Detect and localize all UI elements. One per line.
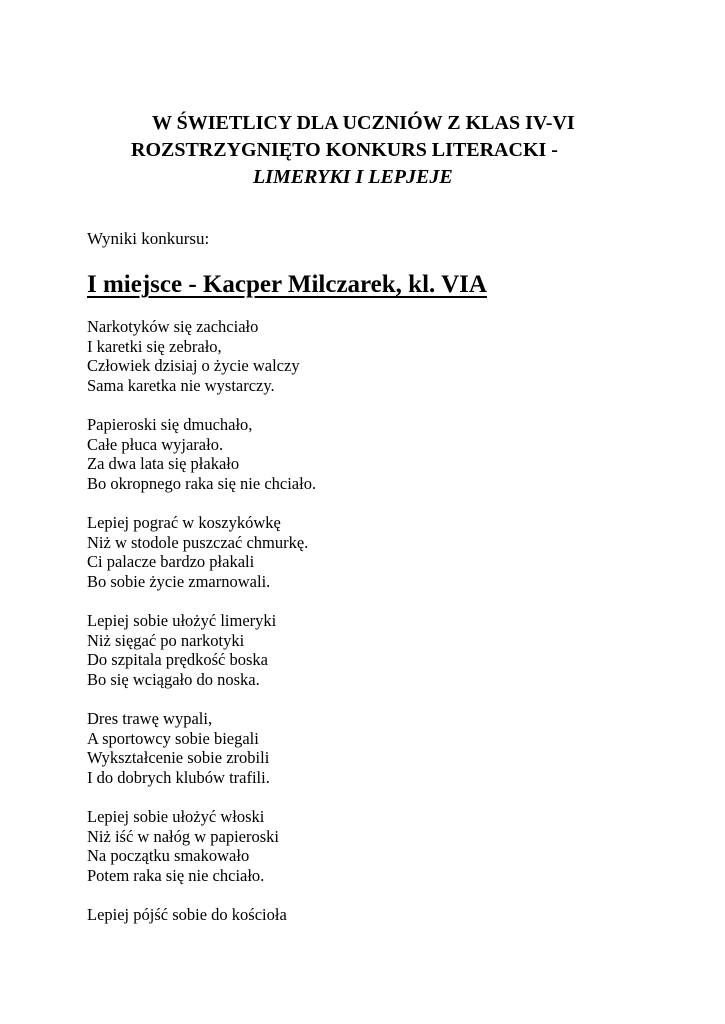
verse-line: Za dwa lata się płakało xyxy=(87,454,240,473)
document-title xyxy=(0,110,725,191)
title-line-1: W ŚWIETLICY DLA UCZNIÓW Z KLAS IV-VI xyxy=(152,112,575,134)
verse-line: Na początku smakowało xyxy=(87,846,250,865)
title-line-2: ROZSTRZYGNIĘTO KONKURS LITERACKI - xyxy=(131,139,558,161)
verse-line: Do szpitala prędkość boska xyxy=(87,650,268,669)
stanza xyxy=(87,513,316,591)
poem xyxy=(87,317,316,945)
verse-line: Lepiej sobie ułożyć włoski xyxy=(87,807,265,826)
verse-line: Bo sobie życie zmarnowali. xyxy=(87,571,271,591)
verse-line: Całe płuca wyjarało. xyxy=(87,434,224,454)
verse-line: Bo okropnego raka się nie chciało. xyxy=(87,473,317,493)
stanza xyxy=(87,807,316,885)
title-line-3: LIMERYKI I LEPJEJE xyxy=(253,166,453,188)
stanza xyxy=(87,611,316,689)
stanza xyxy=(87,905,316,925)
stanza xyxy=(87,415,316,493)
verse-line: I do dobrych klubów trafili. xyxy=(87,767,270,787)
verse-line: Niż w stodole puszczać chmurkę. xyxy=(87,532,309,552)
verse-line: A sportowcy sobie biegali xyxy=(87,728,259,748)
verse-line: Lepiej pójść sobie do kościoła xyxy=(87,905,287,924)
verse-line: Człowiek dzisiaj o życie walczy xyxy=(87,356,300,375)
verse-line: I karetki się zebrało, xyxy=(87,336,222,356)
verse-line: Lepiej sobie ułożyć limeryki xyxy=(87,611,277,630)
verse-line: Niż sięgać po narkotyki xyxy=(87,630,245,650)
verse-line: Narkotyków się zachciało xyxy=(87,317,259,336)
stanza xyxy=(87,317,316,395)
first-place-heading: I miejsce - Kacper Milczarek, kl. VIA xyxy=(87,271,487,298)
verse-line: Papieroski się dmuchało, xyxy=(87,415,253,434)
verse-line: Sama karetka nie wystarczy. xyxy=(87,375,275,395)
verse-line: Niż iść w nałóg w papieroski xyxy=(87,826,279,846)
verse-line: Lepiej pograć w koszykówkę xyxy=(87,513,281,532)
verse-line: Bo się wciągało do noska. xyxy=(87,669,260,689)
verse-line: Potem raka się nie chciało. xyxy=(87,865,265,885)
verse-line: Dres trawę wypali, xyxy=(87,709,213,728)
results-intro: Wyniki konkursu: xyxy=(87,229,210,248)
stanza xyxy=(87,709,316,787)
verse-line: Wykształcenie sobie zrobili xyxy=(87,748,270,767)
verse-line: Ci palacze bardzo płakali xyxy=(87,552,255,571)
